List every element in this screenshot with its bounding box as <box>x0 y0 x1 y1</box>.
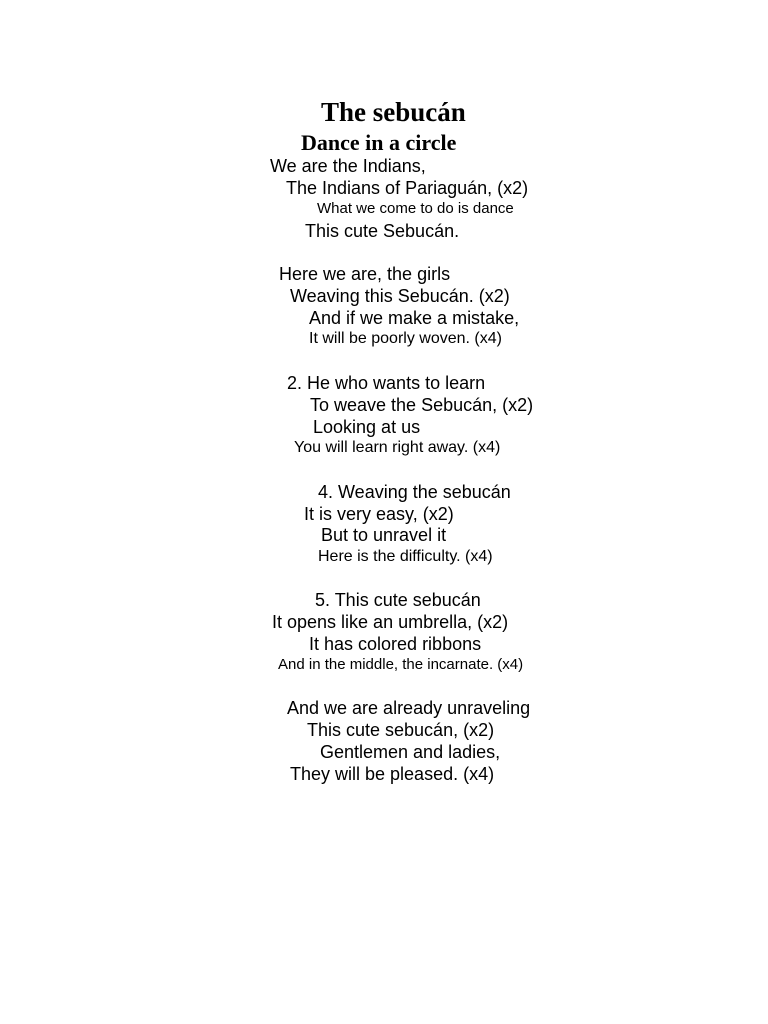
lyric-line: 2. He who wants to learn <box>287 373 486 393</box>
lyric-line: It opens like an umbrella, (x2) <box>272 612 509 632</box>
lyric-line: Looking at us <box>313 417 421 437</box>
lyric-line: The Indians of Pariaguán, (x2) <box>286 178 529 198</box>
lyric-line: It is very easy, (x2) <box>304 504 454 524</box>
lyric-line: And we are already unraveling <box>287 698 531 718</box>
lyric-line: You will learn right away. (x4) <box>294 439 501 456</box>
lyric-line: They will be pleased. (x4) <box>290 764 495 784</box>
lyric-line: Here we are, the girls <box>279 264 451 284</box>
lyric-line: 5. This cute sebucán <box>315 590 481 610</box>
lyric-line: It will be poorly woven. (x4) <box>309 330 502 347</box>
song-subtitle: Dance in a circle <box>301 130 457 155</box>
lyric-line: This cute Sebucán. <box>305 221 460 241</box>
lyric-line: And in the middle, the incarnate. (x4) <box>278 656 524 673</box>
lyric-line: Gentlemen and ladies, <box>320 742 501 762</box>
lyric-line: It has colored ribbons <box>309 634 482 654</box>
lyric-line: But to unravel it <box>321 525 447 545</box>
lyric-line: To weave the Sebucán, (x2) <box>310 395 534 415</box>
lyric-line: We are the Indians, <box>270 156 426 176</box>
lyric-line: What we come to do is dance <box>317 200 514 217</box>
lyric-line: Weaving this Sebucán. (x2) <box>290 286 510 306</box>
lyric-line: And if we make a mistake, <box>309 308 520 328</box>
lyric-line: Here is the difficulty. (x4) <box>318 548 493 565</box>
lyric-line: This cute sebucán, (x2) <box>307 720 495 740</box>
lyric-line: 4. Weaving the sebucán <box>318 482 511 502</box>
song-title: The sebucán <box>321 97 466 127</box>
